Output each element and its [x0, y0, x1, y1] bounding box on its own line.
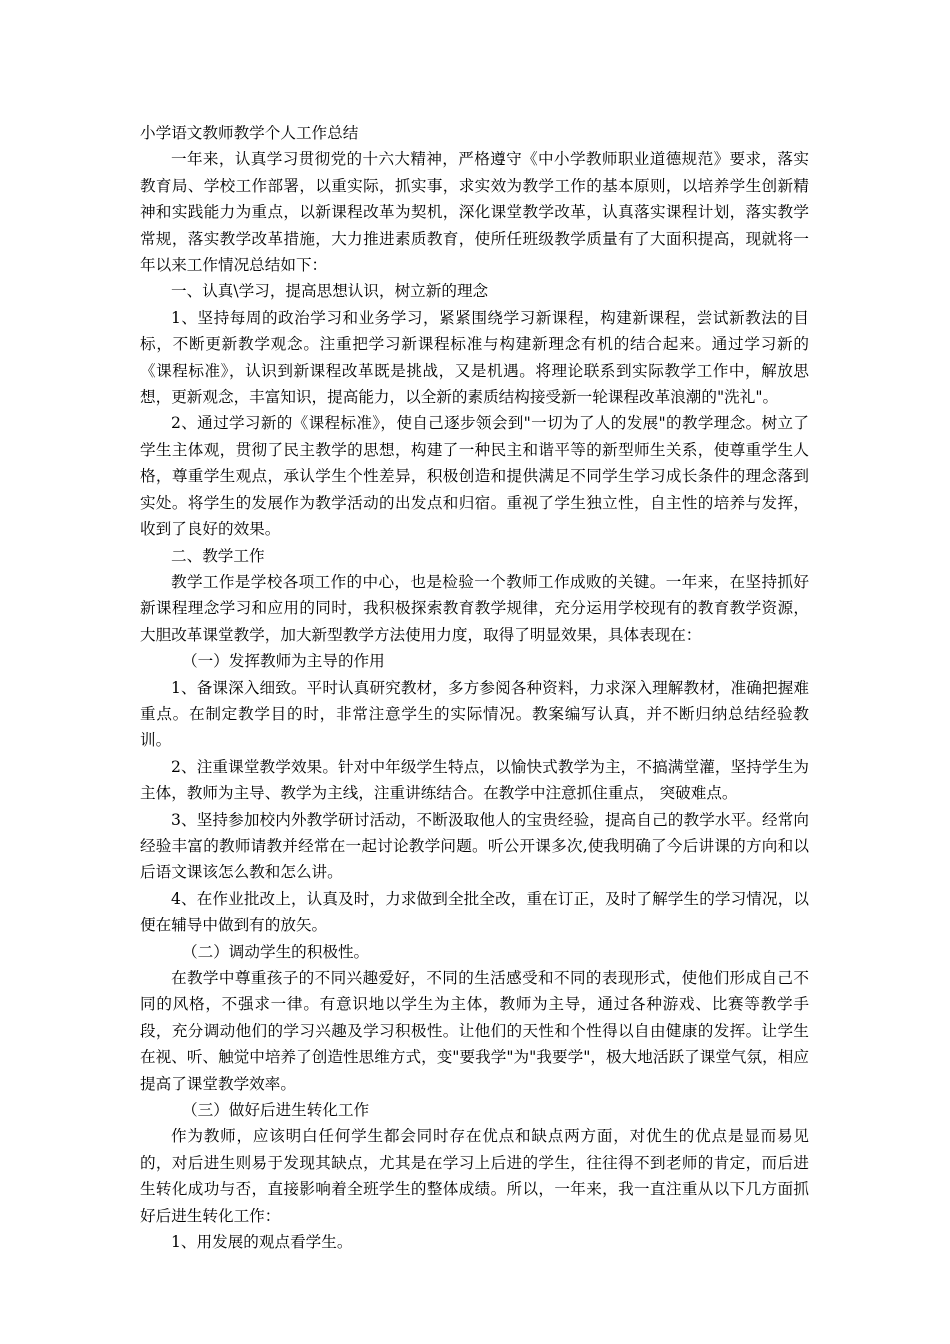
paragraph-2-3-intro: 作为教师，应该明白任何学生都会同时存在优点和缺点两方面，对优生的优点是显而易见的，对后进生则易于发现其缺点，尤其是在学习上后进的学生，往往得不到老师的肯定，而后进生转化成功与否，直接影响着全班学生的整体成绩。所以，一年来，我一直注重从以下几方面抓好后进生转化工作： [140, 1127, 809, 1225]
subsection-heading-2: （二）调动学生的积极性。 [182, 942, 370, 961]
subsection-heading-3: （三）做好后进生转化工作 [182, 1101, 370, 1120]
section-heading-2: 二、教学工作 [171, 546, 265, 565]
subsection-heading-1: （一）发挥教师为主导的作用 [182, 652, 385, 671]
paragraph-2-1-4: 4、在作业批改上，认真及时，力求做到全批全改，重在订正，及时了解学生的学习情况，以便在辅导中做到有的放矢。 [140, 889, 809, 935]
paragraph-2-intro: 教学工作是学校各项工作的中心，也是检验一个教师工作成败的关键。一年来，在坚持抓好新课程理念学习和应用的同时，我积极探索教育教学规律，充分运用学校现有的教育教学资源，大胆改革课堂教学，加大新型教学方法使用力度，取得了明显效果，具体表现在： [140, 572, 809, 644]
paragraph-2-1-3: 3、坚持参加校内外教学研讨活动，不断汲取他人的宝贵经验，提高自己的教学水平。经常向经验丰富的教师请教并经常在一起讨论教学问题。听公开课多次,使我明确了今后讲课的方向和以后语文课该怎么教和怎么讲。 [140, 810, 809, 882]
paragraph-2-1-2: 2、注重课堂教学效果。针对中年级学生特点，以愉快式教学为主，不搞满堂灌，坚持学生为主体，教师为主导、教学为主线，注重讲练结合。在教学中注意抓住重点， 突破难点。 [140, 757, 809, 803]
section-heading-1: 一、认真\学习，提高思想认识，树立新的理念 [171, 282, 489, 301]
paragraph-1-1: 1、坚持每周的政治学习和业务学习，紧紧围绕学习新课程，构建新课程，尝试新教法的目标，不断更新教学观念。注重把学习新课程标准与构建新理念有机的结合起来。通过学习新的《课程标准》，认识到新课程改革既是挑战，又是机遇。将理论联系到实际教学工作中，解放思想，更新观念，丰富知识，提高能力，以全新的素质结构接受新一轮课程改革浪潮的"洗礼"。 [140, 308, 809, 407]
document-title: 小学语文教师教学个人工作总结 [140, 124, 359, 142]
paragraph-2-3-1: 1、用发展的观点看学生。 [171, 1233, 353, 1252]
paragraph-2-2: 在教学中尊重孩子的不同兴趣爱好，不同的生活感受和不同的表现形式，使他们形成自己不同的风格，不强求一律。有意识地以学生为主体，教师为主导，通过各种游戏、比赛等教学手段，充分调动他们的学习兴趣及学习积极性。让他们的天性和个性得以自由健康的发挥。让学生在视、听、触觉中培养了创造性思维方式，变"要我学"为"我要学"，极大地活跃了课堂气氛，相应提高了课堂教学效率。 [140, 969, 809, 1093]
intro-paragraph: 一年来，认真学习贯彻党的十六大精神，严格遵守《中小学教师职业道德规范》要求，落实教育局、学校工作部署，以重实际，抓实事，求实效为教学工作的基本原则，以培养学生创新精神和实践能力为重点，以新课程改革为契机，深化课堂教学改革，认真落实课程计划，落实教学常规，落实教学改革措施，大力推进素质教育，使所任班级教学质量有了大面积提高，现就将一年以来工作情况总结如下： [140, 150, 809, 275]
paragraph-1-2: 2、通过学习新的《课程标准》，使自己逐步领会到"一切为了人的发展"的教学理念。树立了学生主体观，贯彻了民主教学的思想，构建了一种民主和谐平等的新型师生关系，使尊重学生人格，尊重学生观点，承认学生个性差异，积极创造和提供满足不同学生学习成长条件的理念落到实处。将学生的发展作为教学活动的出发点和归宿。重视了学生独立性，自主性的培养与发挥，收到了良好的效果。 [140, 414, 809, 539]
paragraph-2-1-1: 1、备课深入细致。平时认真研究教材，多方参阅各种资料，力求深入理解教材，准确把握难重点。在制定教学目的时，非常注意学生的实际情况。教案编写认真，并不断归纳总结经验教训。 [140, 678, 809, 750]
document-page [140, 120, 809, 1255]
